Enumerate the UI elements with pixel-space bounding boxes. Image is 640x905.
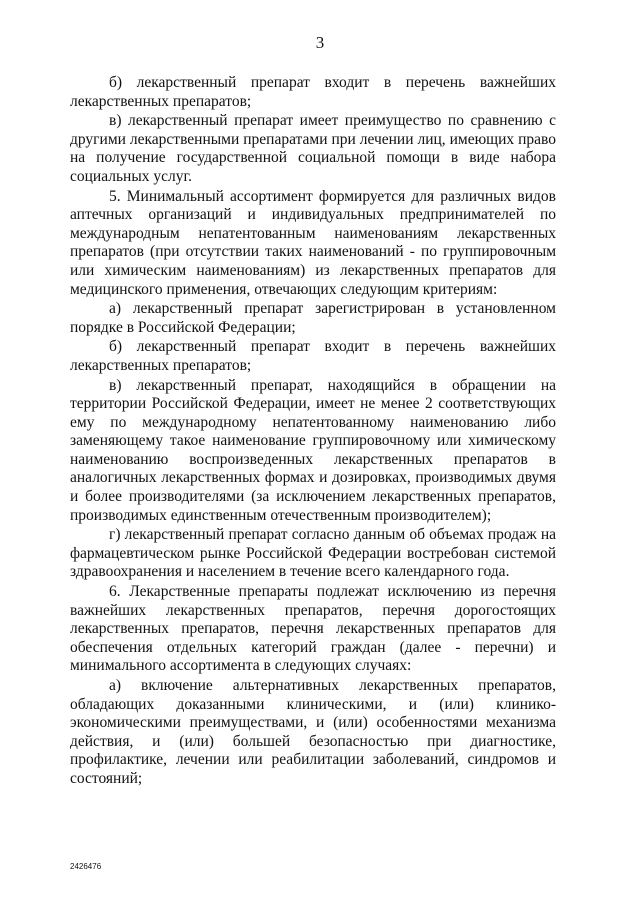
paragraph-6-exclusion: 6. Лекарственные препараты подлежат исключению из перечня важнейших лекарственных препаратов, перечня дорогостоящих лекарственных препаратов, перечня лекарственных препаратов для обеспечения отдельных категорий граждан (далее - перечни) и минимального ассортимента в следующих случаях: bbox=[70, 583, 556, 675]
paragraph-a-registered: а) лекарственный препарат зарегистрирован в установленном порядке в Российской Федерации; bbox=[70, 300, 556, 336]
paragraph-b-important-list-2: б) лекарственный препарат входит в перечень важнейших лекарственных препаратов; bbox=[70, 338, 556, 374]
paragraph-b-important-list: б) лекарственный препарат входит в перечень важнейших лекарственных препаратов; bbox=[70, 74, 556, 110]
document-code: 2426476 bbox=[70, 862, 102, 871]
paragraph-v-in-circulation: в) лекарственный препарат, находящийся в обращении на территории Российской Федерации, имеет не менее 2 соответствующих ему по международному непатентованному наименованию либо заменяющему такое наименование группировочному или химическому наименованию воспроизведенных лекарственных препаратов в аналогичных лекарственных формах и дозировках, производимых двумя и более производителями (за исключением лекарственных препаратов, производимых единственным отечественным производителем); bbox=[70, 376, 556, 524]
paragraph-a-alternatives: а) включение альтернативных лекарственных препаратов, обладающих доказанными клиническими, и (или) клинико-экономическими преимуществами, и (или) особенностями механизма действия, и (или) большей безопасностью при диагностике, профилактике, лечении или реабилитации заболеваний, синдромов и состояний; bbox=[70, 677, 556, 787]
document-body bbox=[70, 74, 556, 789]
paragraph-v-advantage: в) лекарственный препарат имеет преимущество по сравнению с другими лекарственными препаратами при лечении лиц, имеющих право на получение государственной социальной помощи в виде набора социальных услуг. bbox=[70, 112, 556, 185]
paragraph-g-sales-demand: г) лекарственный препарат согласно данным об объемах продаж на фармацевтическом рынке Российской Федерации востребован системой здравоохранения и населением в течение всего календарного года. bbox=[70, 526, 556, 581]
paragraph-5-minimal-assortment: 5. Минимальный ассортимент формируется для различных видов аптечных организаций и индивидуальных предпринимателей по международным непатентованным наименованиям лекарственных препаратов (при отсутствии таких наименований - по группировочным или химическим наименованиям) из лекарственных препаратов для медицинского применения, отвечающих следующим критериям: bbox=[70, 187, 556, 298]
page-number: 3 bbox=[315, 33, 325, 52]
